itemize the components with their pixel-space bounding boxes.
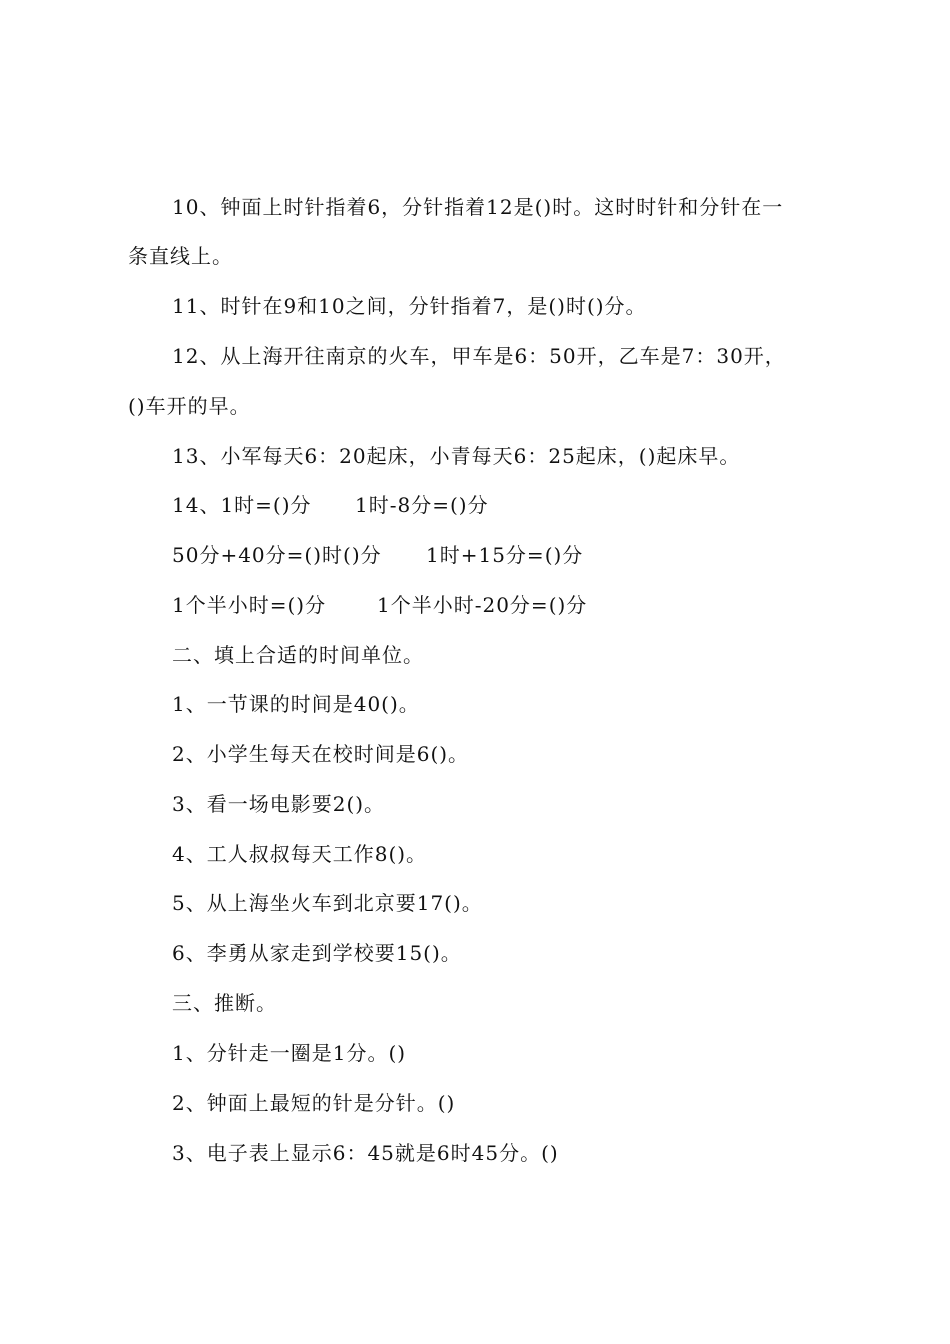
question-14-row-1: [172, 493, 489, 517]
section-3-item-3: 3、电子表上显示6：45就是6时45分。(): [172, 1141, 559, 1165]
question-14-row-2: [172, 543, 583, 567]
section-2-item-6: 6、李勇从家走到学校要15()。: [172, 941, 462, 965]
question-14-item-b: 1时-8分=()分: [355, 493, 489, 517]
question-11: 11、时针在9和10之间，分针指着7，是()时()分。: [172, 294, 647, 318]
question-14-item-a: 14、1时=()分: [172, 493, 312, 517]
section-2-item-5: 5、从上海坐火车到北京要17()。: [172, 891, 483, 915]
section-2-heading: 二、填上合适的时间单位。: [172, 643, 424, 667]
question-10-line-1: 10、钟面上时针指着6，分针指着12是()时。这时时针和分针在一: [172, 195, 784, 219]
section-2-item-4: 4、工人叔叔每天工作8()。: [172, 842, 428, 866]
section-2-item-3: 3、看一场电影要2()。: [172, 792, 386, 816]
question-13: 13、小军每天6：20起床，小青每天6：25起床，()起床早。: [172, 444, 741, 468]
question-14-row-3: [172, 593, 587, 617]
question-14-item-f: 1个半小时-20分=()分: [377, 593, 588, 617]
section-3-item-2: 2、钟面上最短的针是分针。(): [172, 1091, 456, 1115]
section-3-item-1: 1、分针走一圈是1分。(): [172, 1041, 407, 1065]
question-14-item-e: 1个半小时=()分: [172, 593, 327, 617]
question-12-line-1: 12、从上海开往南京的火车，甲车是6：50开，乙车是7：30开，: [172, 344, 786, 368]
section-2-item-1: 1、一节课的时间是40()。: [172, 692, 420, 716]
question-14-item-c: 50分+40分=()时()分: [172, 543, 382, 567]
question-10-line-2: 条直线上。: [128, 244, 233, 268]
section-2-item-2: 2、小学生每天在校时间是6()。: [172, 742, 470, 766]
question-12-line-2: ()车开的早。: [128, 394, 251, 418]
question-14-item-d: 1时+15分=()分: [426, 543, 584, 567]
section-3-heading: 三、推断。: [172, 991, 277, 1015]
